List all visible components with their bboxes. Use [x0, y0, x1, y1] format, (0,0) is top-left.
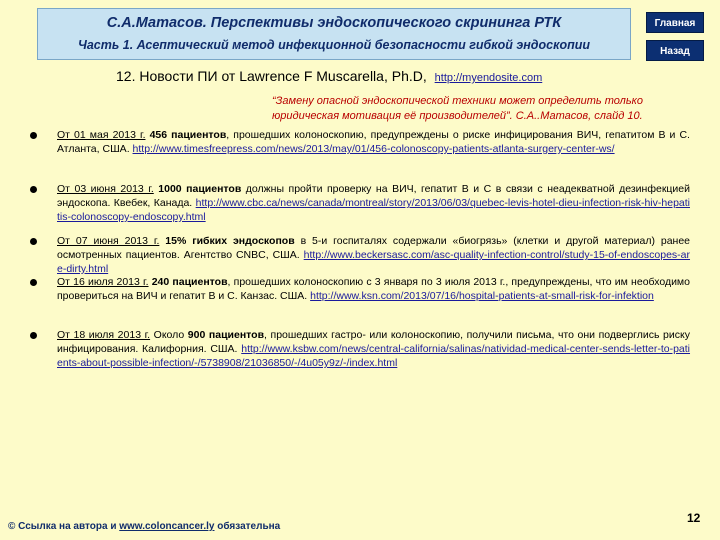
quote-text: “Замену опасной эндоскопической техники может определить только юридическая мотивация её производителей”. С.А..Матасов, слайд 10. [272, 95, 643, 122]
page-number: 12 [687, 511, 701, 525]
news-date: От 03 июня 2013 г. [57, 183, 154, 195]
bullet-icon [30, 186, 37, 193]
slide-heading-text: 12. Новости ПИ от Lawrence F Muscarella, Ph.D, [116, 68, 427, 84]
news-highlight: 15% гибких эндоскопов [165, 235, 295, 247]
myendosite-link[interactable]: http://myendosite.com [434, 72, 543, 84]
news-item-text [57, 275, 690, 303]
news-date: От 18 июля 2013 г. [57, 329, 151, 341]
news-body: , прошедших колоноскопию, предупреждены о риске инфицирования ВИЧ, гепатитом В и С. Атланта, США. [57, 129, 690, 155]
copyright-footer [8, 521, 280, 532]
footer-pre: © Ссылка на автора и [8, 521, 120, 532]
news-highlight: 456 пациентов [149, 129, 227, 141]
news-link[interactable]: http://www.ksbw.com/news/central-california/salinas/natividad-medical-center-sends-letter-to-patients-about-possible-infection/-/5738908/21036850/-/4u05y9z/-/index.html [57, 343, 691, 369]
news-body: , прошедших гастро- или колоноскопию, получили письма, что они подверглись риску инфицирования. Калифорния. США. [57, 329, 690, 355]
news-body: должны пройти проверку на ВИЧ, гепатит В и С в связи с неадекватной дезинфекцией эндоскопа. Квебек, Канада. [57, 183, 690, 209]
slide-heading [116, 68, 676, 84]
news-item-text [57, 128, 690, 156]
news-date: От 01 мая 2013 г. [57, 129, 146, 141]
bullet-icon [30, 132, 37, 139]
news-link[interactable]: http://www.cbc.ca/news/canada/montreal/story/2013/06/03/quebec-levis-hotel-dieu-infection-risk-hiv-hepatitis-colonoscopy-endoscopy.html [57, 197, 690, 223]
footer-post: обязательна [214, 521, 281, 532]
news-item-text [57, 234, 690, 276]
bullet-icon [30, 332, 37, 339]
news-link[interactable]: http://www.beckersasc.com/asc-quality-infection-control/study-15-of-endoscopes-are-dirty.html [57, 249, 691, 275]
news-body-pre: Около [150, 329, 188, 341]
news-link[interactable]: http://www.timesfreepress.com/news/2013/may/01/456-colonoscopy-patients-atlanta-surgery-center-ws/ [132, 143, 615, 155]
bullet-icon [30, 279, 37, 286]
news-body: в 5-и госпиталях содержали «биогрязь» (клетки и другой материал) ранее осмотренных пациентов. Агентство CNBC, США. [57, 235, 691, 261]
news-highlight: 1000 пациентов [158, 183, 242, 195]
back-button[interactable]: Назад [646, 40, 704, 61]
news-item-text [57, 328, 690, 370]
news-item-text [57, 182, 690, 224]
news-link[interactable]: http://www.ksn.com/2013/07/16/hospital-patients-at-small-risk-for-infektion [310, 290, 654, 302]
news-body: , прошедших колоноскопию с 3 января по 3 июля 2013 г., предупреждены, что им необходимо провериться на ВИЧ и гепатит В и С. Канзас. США. [57, 276, 690, 302]
home-button[interactable]: Главная [646, 12, 704, 33]
news-highlight: 240 пациентов [151, 276, 228, 288]
title-banner [37, 8, 631, 60]
news-date: От 16 июля 2013 г. [57, 276, 149, 288]
news-highlight: 900 пациентов [187, 329, 265, 341]
bullet-icon [30, 238, 37, 245]
news-date: От 07 июня 2013 г. [57, 235, 160, 247]
presentation-subtitle: Часть 1. Асептический метод инфекционной безопасности гибкой эндоскопии [78, 38, 590, 52]
footer-link[interactable]: www.coloncancer.ly [119, 521, 215, 532]
presentation-title: С.А.Матасов. Перспективы эндоскопического скрининга РТК [106, 15, 562, 31]
